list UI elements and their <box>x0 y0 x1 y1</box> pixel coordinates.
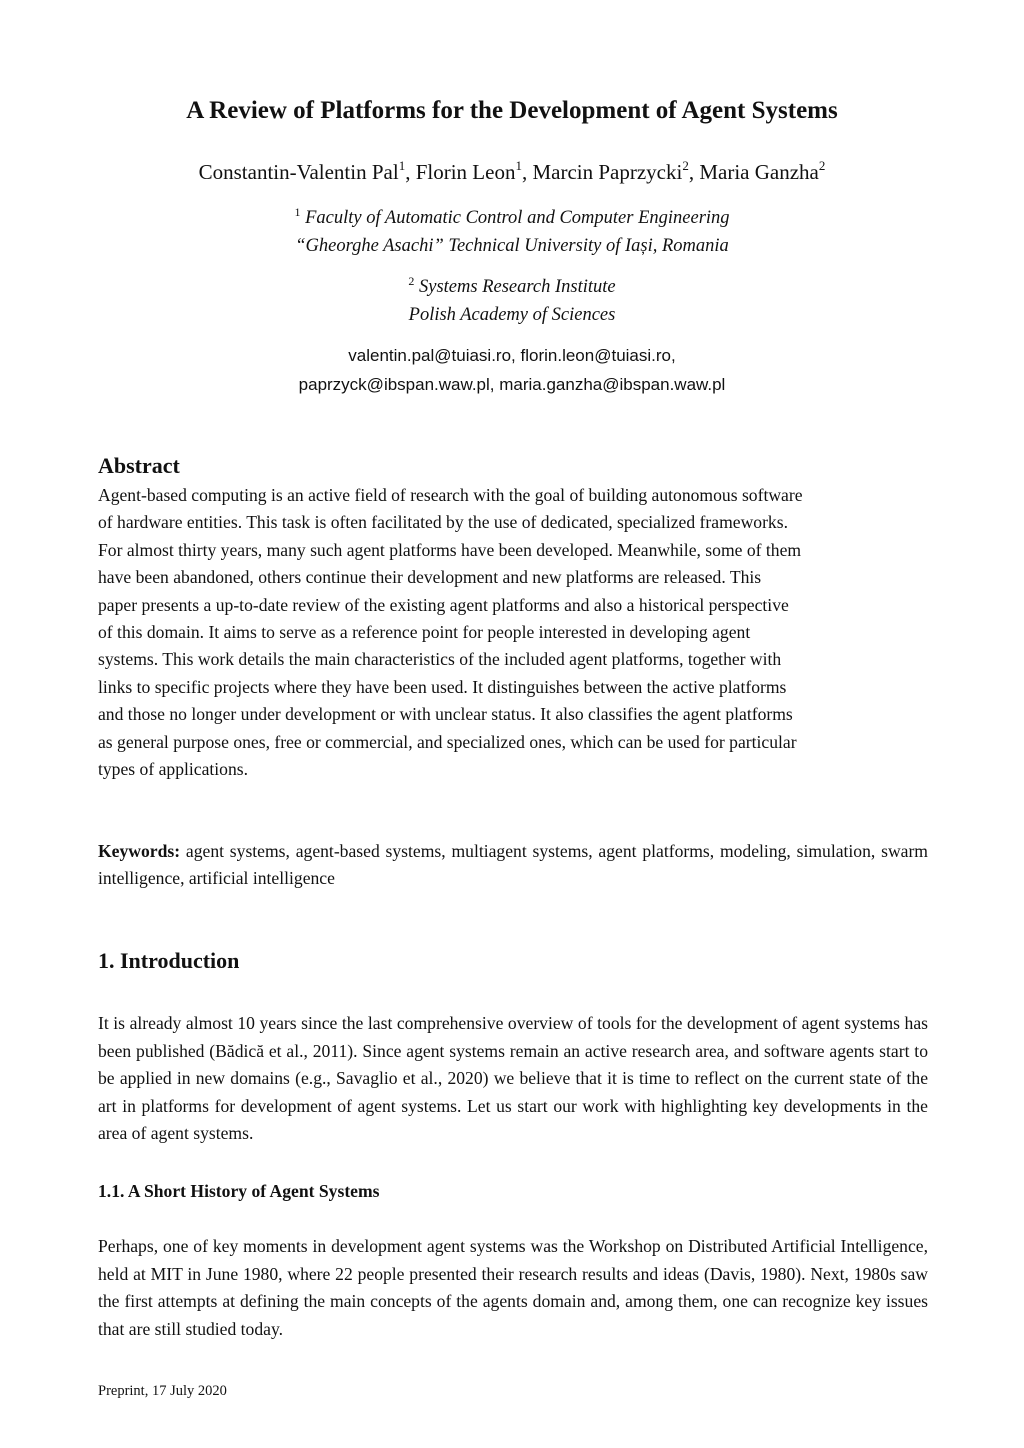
affiliation-line: “Gheorghe Asachi” Technical University of Iași, Romania <box>295 236 729 256</box>
abstract-line: of hardware entities. This task is often facilitated by the use of dedicated, specialized frameworks. <box>98 512 788 533</box>
subsection-heading-history: 1.1. A Short History of Agent Systems <box>98 1181 380 1201</box>
author-affiliation-marker: 2 <box>682 158 689 173</box>
author-separator: , <box>688 160 700 184</box>
keywords-text: agent systems, agent-based systems, multiagent systems, agent platforms, modeling, simulation, swarm intelligence, artificial intelligence <box>98 841 928 889</box>
abstract-line: as general purpose ones, free or commercial, and specialized ones, which can be used for particular <box>98 731 797 752</box>
section-heading-introduction: 1. Introduction <box>98 948 240 973</box>
keywords <box>98 838 928 893</box>
affiliation-marker: 2 <box>408 274 415 288</box>
abstract-line: and those no longer under development or with unclear status. It also classifies the agent platforms <box>98 704 793 725</box>
author-name: Florin Leon <box>415 160 516 184</box>
email-line: valentin.pal@tuiasi.ro, florin.leon@tuiasi.ro, <box>348 346 676 365</box>
abstract-line: systems. This work details the main characteristics of the included agent platforms, together with <box>98 649 782 670</box>
introduction-paragraph: It is already almost 10 years since the last comprehensive overview of tools for the development of agent systems has been published (Bădică et al., 2011). Since agent systems remain an active research area, and software agents start to be applied in new domains (e.g., Savaglio et al., 2020) we believe that it is time to reflect on the current state of the art in platforms for development of agent systems. Let us start our work with highlighting key developments in the area of agent systems. <box>98 1013 928 1143</box>
author-affiliation-marker: 2 <box>818 158 826 173</box>
abstract-heading: Abstract <box>98 453 180 478</box>
abstract-line: Agent-based computing is an active field of research with the goal of building autonomous software <box>98 485 803 505</box>
abstract-line: have been abandoned, others continue their development and new platforms are released. This <box>98 567 762 588</box>
author-emails <box>0 341 1024 399</box>
affiliation-line: Systems Research Institute <box>419 277 616 297</box>
author-name: Maria Ganzha <box>699 160 819 184</box>
history-paragraph: Perhaps, one of key moments in development agent systems was the Workshop on Distributed Artificial Intelligence, held at MIT in June 1980, where 22 people presented their research results and ideas (Davis, 1980). Next, 1980s saw the first attempts at defining the main concepts of the agents domain and, among them, one can recognize key issues that are still studied today. <box>98 1236 928 1339</box>
email-line: paprzyck@ibspan.waw.pl, maria.ganzha@ibspan.waw.pl <box>298 375 726 394</box>
abstract-line: links to specific projects where they have been used. It distinguishes between the active platforms <box>98 676 787 697</box>
affiliation-1 <box>0 204 1024 260</box>
author-affiliation-marker: 1 <box>515 158 522 173</box>
author-affiliation-marker: 1 <box>398 158 406 173</box>
affiliation-marker: 1 <box>294 205 301 219</box>
affiliation-2 <box>0 273 1024 329</box>
affiliation-line: Faculty of Automatic Control and Computer Engineering <box>305 208 730 228</box>
author-name: Constantin-Valentin Pal <box>198 160 399 184</box>
author-list <box>0 160 1024 185</box>
author-separator: , <box>521 160 533 184</box>
keywords-label: Keywords: <box>98 841 181 861</box>
abstract-line: For almost thirty years, many such agent platforms have been developed. Meanwhile, some of them <box>98 539 802 560</box>
preprint-footer: Preprint, 17 July 2020 <box>98 1383 227 1399</box>
paper-title: A Review of Platforms for the Development of Agent Systems <box>186 97 838 124</box>
author-separator: , <box>405 160 416 184</box>
abstract-body <box>98 482 938 783</box>
affiliation-line: Polish Academy of Sciences <box>408 305 616 325</box>
abstract-line: of this domain. It aims to serve as a reference point for people interested in developing agent <box>98 622 751 643</box>
author-name: Marcin Paprzycki <box>532 160 683 184</box>
abstract-line: types of applications. <box>98 759 249 780</box>
abstract-line: paper presents a up-to-date review of the existing agent platforms and also a historical perspective <box>98 594 789 615</box>
